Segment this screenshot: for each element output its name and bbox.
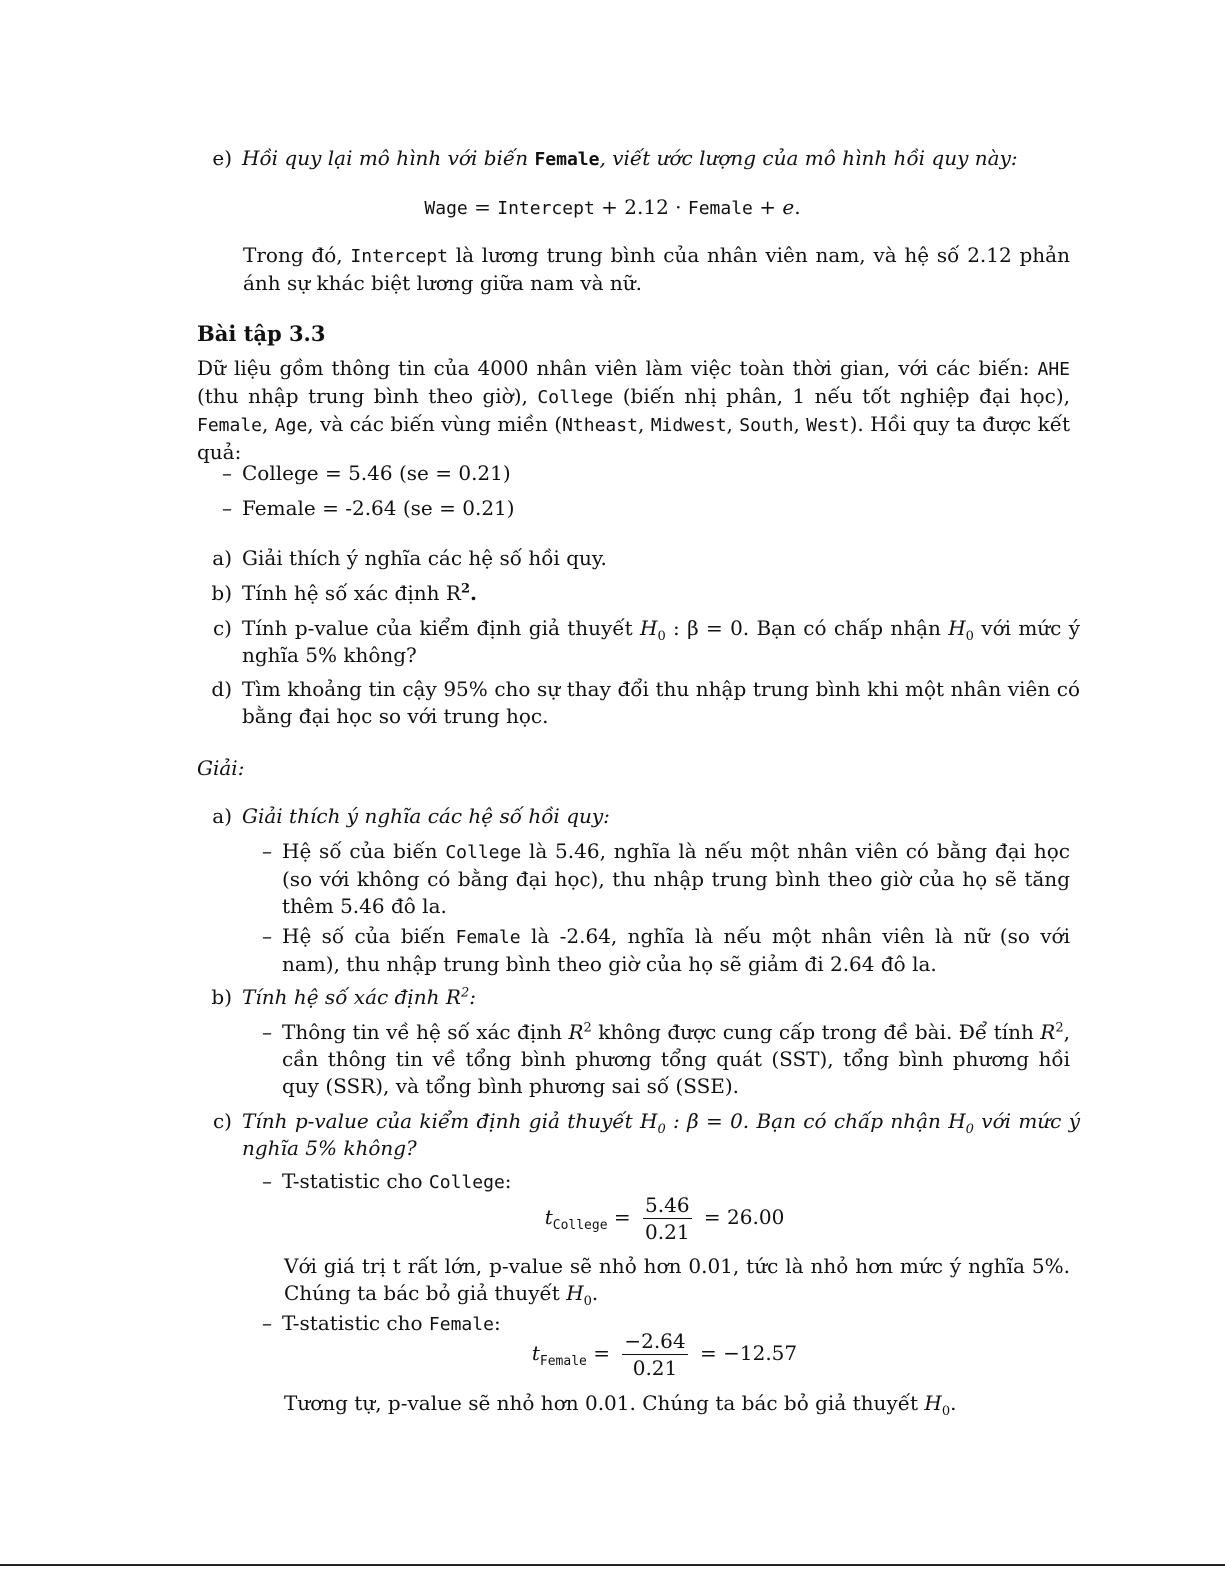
t-college-equation: $t_{College}$ = $\frac{5.46}{0.21}$ = 26.00 <box>544 1193 785 1244</box>
solution-c-title: c) Tính p-value của kiểm định giả thuyết $H_0$ : β = 0. Bạn có chấp nhận $H_0$ với mức ý nghĩa 5% không? <box>212 1109 1081 1160</box>
list-item: – T-statistic cho Female: <box>262 1311 501 1335</box>
part-e-explanation: Trong đó, Intercept là lương trung bình của nhân viên nam, và hệ số 2.12 phản ánh sự khác biệt lương giữa nam và nữ. <box>243 243 1070 295</box>
exercise-heading: Bài tập 3.3 <box>197 321 326 346</box>
list-item: – Hệ số của biến College là 5.46, nghĩa là nếu một nhân viên có bằng đại học (so với không có bằng đại học), thu nhập trung bình theo giờ của họ sẽ tăng thêm 5.46 đô la. <box>262 839 1070 918</box>
college-conclusion: Với giá trị t rất lớn, p-value sẽ nhỏ hơn 0.01, tức là nhỏ hơn mức ý nghĩa 5%. Chúng ta bác bỏ giả thuyết $H_0$. <box>284 1254 1070 1309</box>
page-bottom-rule <box>0 1564 1225 1566</box>
list-item: – T-statistic cho College: <box>262 1169 512 1193</box>
list-item: – Thông tin về hệ số xác định $R^2$ không được cung cấp trong đề bài. Để tính $R^2$, cần thông tin về tổng bình phương tổng quát (SST), tổng bình phương hồi quy (SSR), và tổng bình phương sai số (SSE). <box>262 1020 1070 1098</box>
t-female-equation: $t_{Female}$ = $\frac{-2.64}{0.21}$ = −12.57 <box>531 1329 798 1380</box>
solution-a-title: a) Giải thích ý nghĩa các hệ số hồi quy: <box>212 804 610 828</box>
question-a: a) Giải thích ý nghĩa các hệ số hồi quy. <box>212 546 607 570</box>
list-item: – Female = -2.64 (se = 0.21) <box>222 496 515 520</box>
part-e-title: Hồi quy lại mô hình với biến Female, viết ước lượng của mô hình hồi quy này: <box>242 146 1018 170</box>
part-e-label: e) <box>212 146 232 170</box>
female-conclusion: Tương tự, p-value sẽ nhỏ hơn 0.01. Chúng ta bác bỏ giả thuyết $H_0$. <box>284 1391 957 1419</box>
part-e-item <box>200 145 1080 173</box>
list-item: – Hệ số của biến Female là -2.64, nghĩa là nếu một nhân viên là nữ (so với nam), thu nhập trung bình theo giờ của họ sẽ giảm đi 2.64 đô la. <box>262 924 1070 976</box>
exercise-description: Dữ liệu gồm thông tin của 4000 nhân viên làm việc toàn thời gian, với các biến: AHE (thu nhập trung bình theo giờ), College (biến nhị phân, 1 nếu tốt nghiệp đại học), Female, Age, và các biến vùng miền (Ntheast, Midwest, South, West). Hồi quy ta được kết quả: <box>197 356 1071 464</box>
question-c: c) Tính p-value của kiểm định giả thuyết $H_0$ : β = 0. Bạn có chấp nhận $H_0$ với mức ý nghĩa 5% không? <box>212 616 1081 667</box>
list-item: – College = 5.46 (se = 0.21) <box>222 461 511 485</box>
wage-equation: Wage = Intercept + 2.12 · Female + e. <box>424 195 801 219</box>
question-d: d) Tìm khoảng tin cậy 95% cho sự thay đổi thu nhập trung bình khi một nhân viên có bằng đại học so với trung học. <box>211 677 1080 728</box>
solution-heading: Giải: <box>197 756 245 780</box>
solution-b-title: b) Tính hệ số xác định $R^2$: <box>211 985 476 1009</box>
question-b: b) Tính hệ số xác định $R^2$. <box>211 581 477 605</box>
